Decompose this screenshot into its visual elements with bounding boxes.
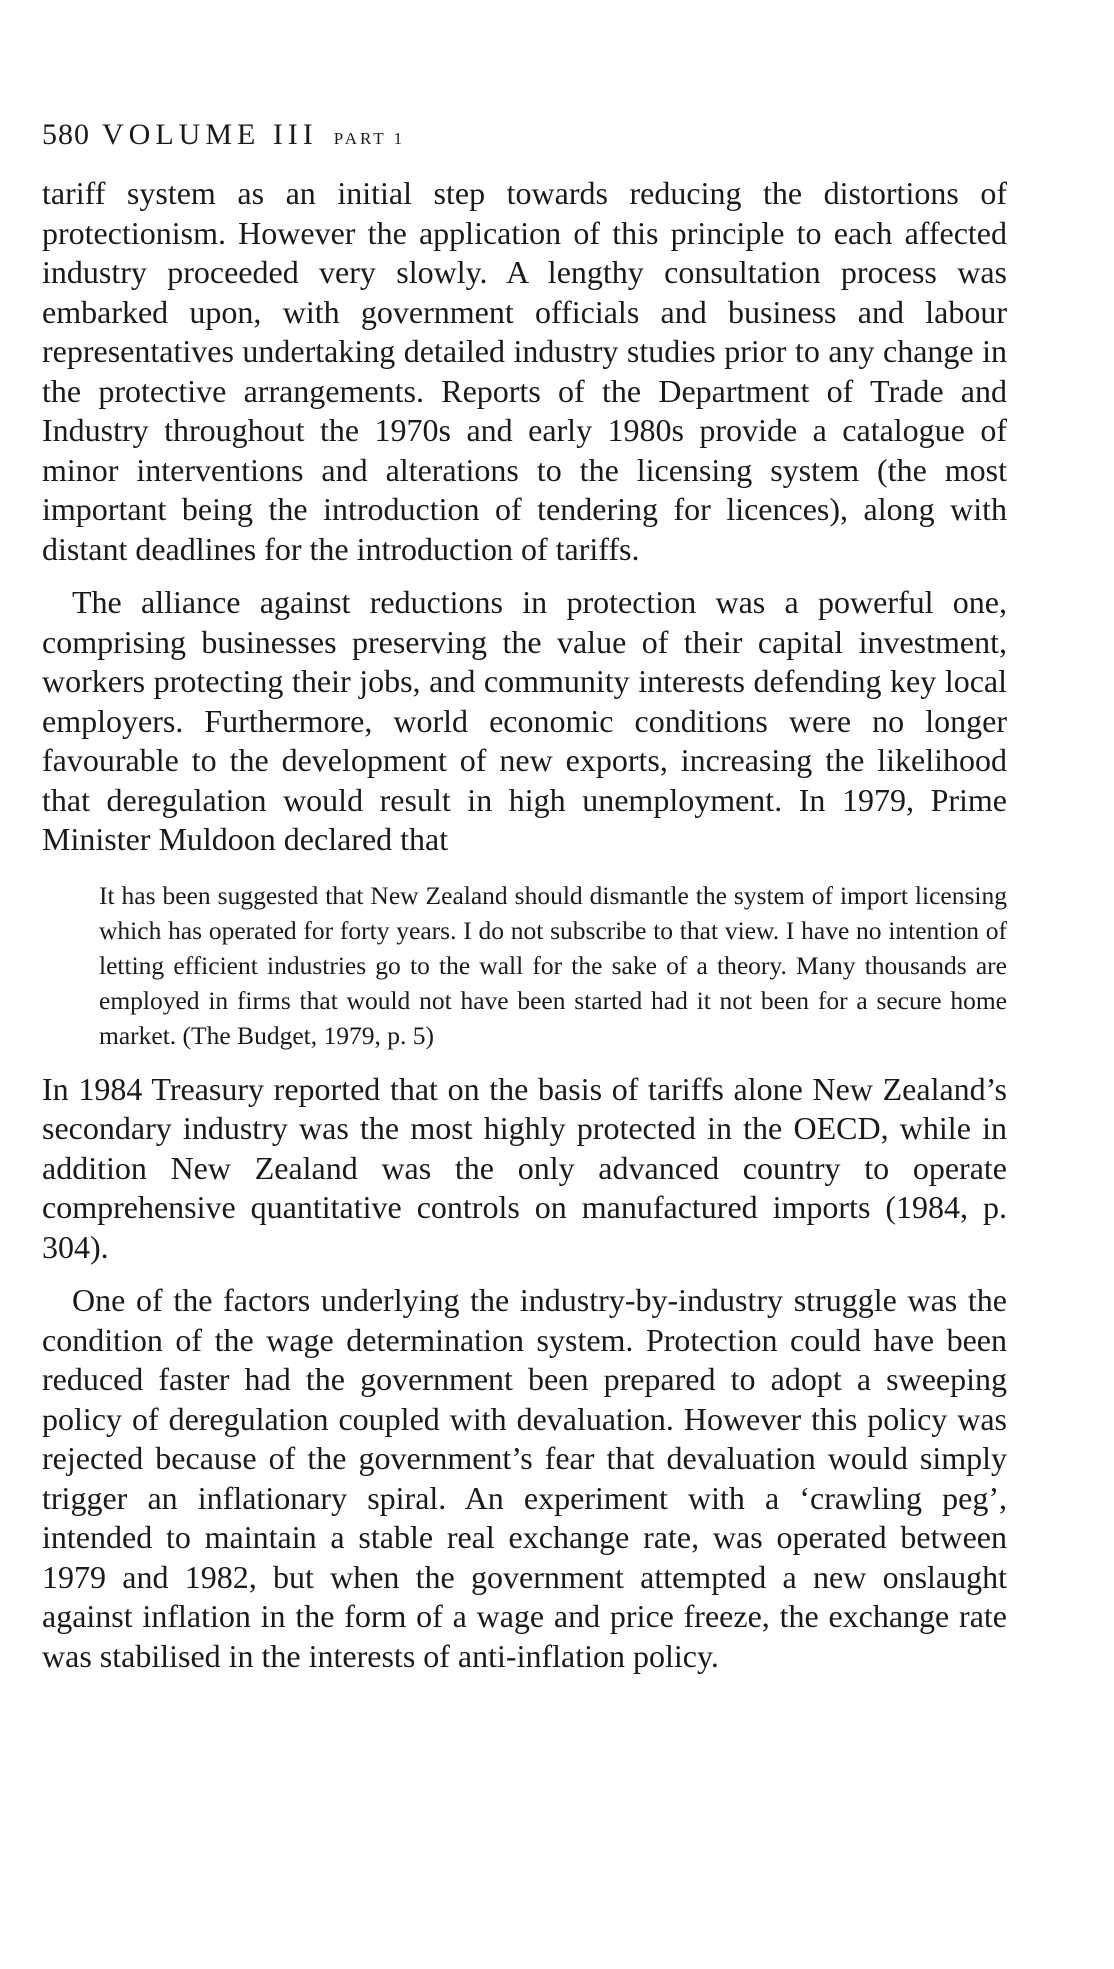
paragraph-wage-determination: One of the factors underlying the industry-by-industry struggle was the condition of the wage determination system. Protection could have been reduced faster had the government been prepared to adopt a sweeping policy of deregulation coupled with devaluation. However this policy was rejected because of the government’s fear that devaluation would simply trigger an inflationary spiral. An experiment with a ‘crawling peg’, intended to maintain a stable real exchange rate, was operated between 1979 and 1982, but when the government attempted a new onslaught against inflation in the form of a wage and price freeze, the exchange rate was stabilised in the interests of anti-inflation policy. [42, 1282, 1007, 1674]
running-head [42, 118, 1007, 152]
paragraph-alliance: The alliance against reductions in protection was a powerful one, comprising businesses preserving the value of their capital investment, workers protecting their jobs, and community interests defending key local employers. Furthermore, world economic conditions were no longer favourable to the development of new exports, increasing the likelihood that deregulation would result in high unemployment. In 1979, Prime Minister Muldoon declared that [42, 584, 1007, 857]
paragraph-tariff-system: tariff system as an initial step towards reducing the distortions of protectionism. However the application of this principle to each affected industry proceeded very slowly. A lengthy consultation process was embarked upon, with government officials and business and labour representatives undertaking detailed industry studies prior to any change in the protective arrangements. Reports of the Department of Trade and Industry throughout the 1970s and early 1980s provide a catalogue of minor interventions and alterations to the licensing system (the most important being the introduction of tendering for licences), along with distant deadlines for the introduction of tariffs. [42, 175, 1007, 567]
volume-label: VOLUME III [102, 118, 318, 151]
part-label: PART 1 [333, 129, 406, 148]
page-number: 580 [42, 118, 90, 151]
block-quote-muldoon: It has been suggested that New Zealand should dismantle the system of import licensing which has operated for forty years. I do not subscribe to that view. I have no intention of letting efficient industries go to the wall for the sake of a theory. Many thousands are employed in firms that would not have been started had it not been for a secure home market. (The Budget, 1979, p. 5) [99, 880, 1007, 1050]
page-body [42, 118, 1007, 1676]
paragraph-treasury-1984: In 1984 Treasury reported that on the basis of tariffs alone New Zealand’s secondary industry was the most highly protected in the OECD, while in addition New Zealand was the only advanced country to operate comprehensive quantitative controls on manufactured imports (1984, p. 304). [42, 1070, 1007, 1265]
